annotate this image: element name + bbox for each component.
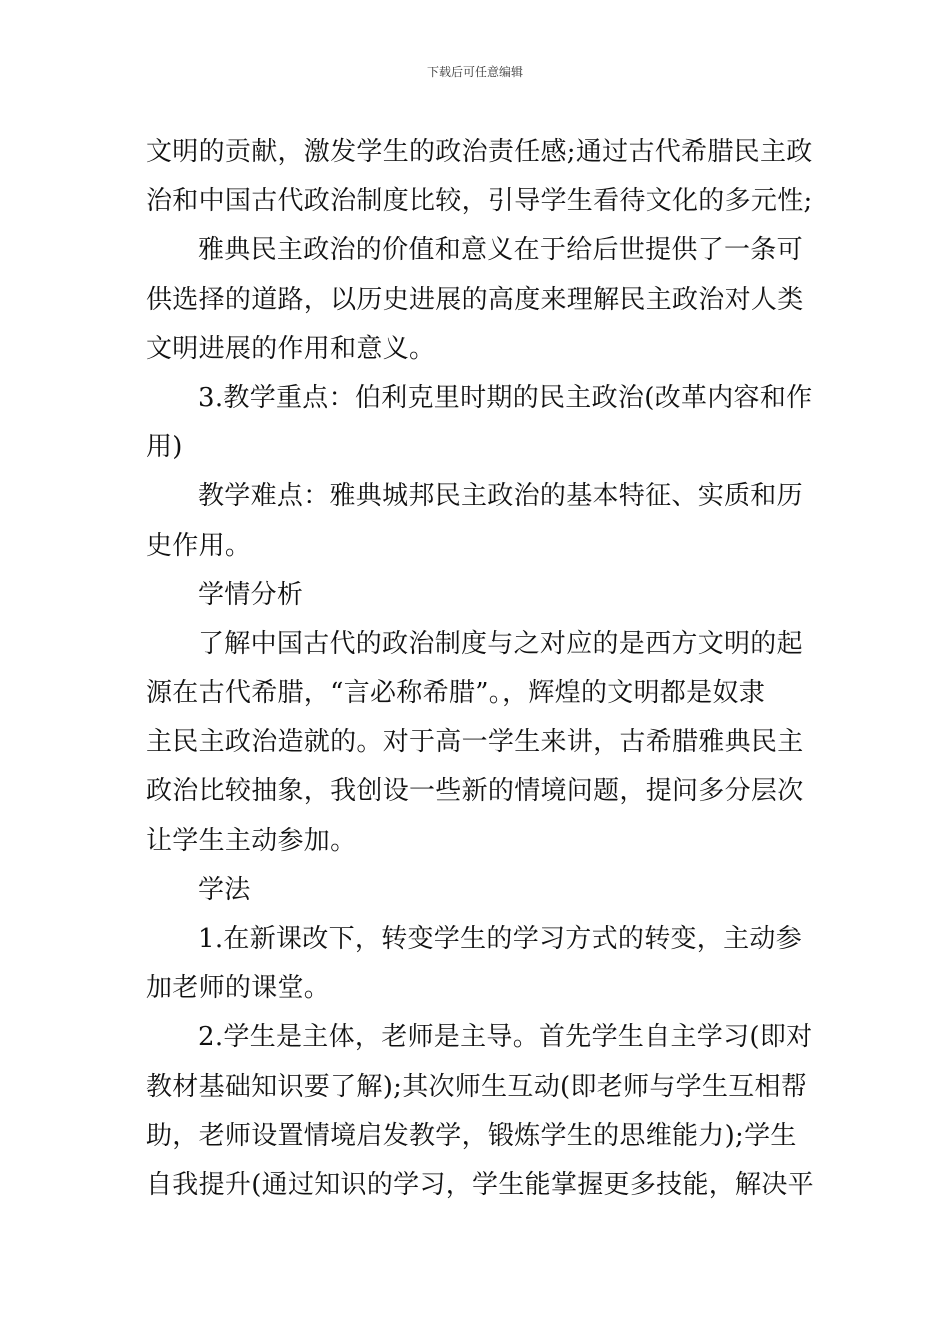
text-line: 3.教学重点：伯利克里时期的民主政治(改革内容和作: [198, 382, 813, 413]
section-heading: 学法: [198, 874, 251, 905]
text-line: 助，老师设置情境启发教学，锻炼学生的思维能力);学生: [146, 1120, 797, 1151]
text-line: 教材基础知识要了解);其次师生互动(即老师与学生互相帮: [146, 1071, 808, 1102]
text-line: 雅典民主政治的价值和意义在于给后世提供了一条可: [198, 235, 803, 266]
section-heading: 学情分析: [198, 579, 304, 610]
text-line: 供选择的道路，以历史进展的高度来理解民主政治对人类: [146, 284, 804, 315]
text-line: 了解中国古代的政治制度与之对应的是西方文明的起: [198, 628, 803, 659]
text-line: 主民主政治造就的。对于高一学生来讲，古希腊雅典民主: [146, 727, 804, 758]
text-line: 治和中国古代政治制度比较，引导学生看待文化的多元性;: [146, 186, 813, 217]
text-line: 1.在新课改下，转变学生的学习方式的转变，主动参: [198, 924, 803, 954]
text-line: 教学难点：雅典城邦民主政治的基本特征、实质和历: [198, 481, 803, 512]
text-line: 让学生主动参加。: [146, 825, 357, 856]
text-line: 源在古代希腊，“言必称希腊”。，辉煌的文明都是奴隶: [146, 678, 766, 709]
page-header: 下载后可任意编辑: [426, 65, 523, 79]
text-line: 2.学生是主体，老师是主导。首先学生自主学习(即对: [198, 1022, 813, 1053]
text-line: 政治比较抽象，我创设一些新的情境问题，提问多分层次: [146, 776, 804, 807]
text-line: 文明的贡献，激发学生的政治责任感;通过古代希腊民主政: [146, 137, 813, 167]
text-line: 文明进展的作用和意义。: [146, 333, 436, 364]
text-line: 用): [146, 432, 183, 463]
text-line: 史作用。: [146, 530, 252, 561]
text-line: 加老师的课堂。: [146, 973, 331, 1004]
document-body: [146, 128, 814, 1210]
text-line: 自我提升(通过知识的学习，学生能掌握更多技能，解决平: [146, 1169, 814, 1200]
